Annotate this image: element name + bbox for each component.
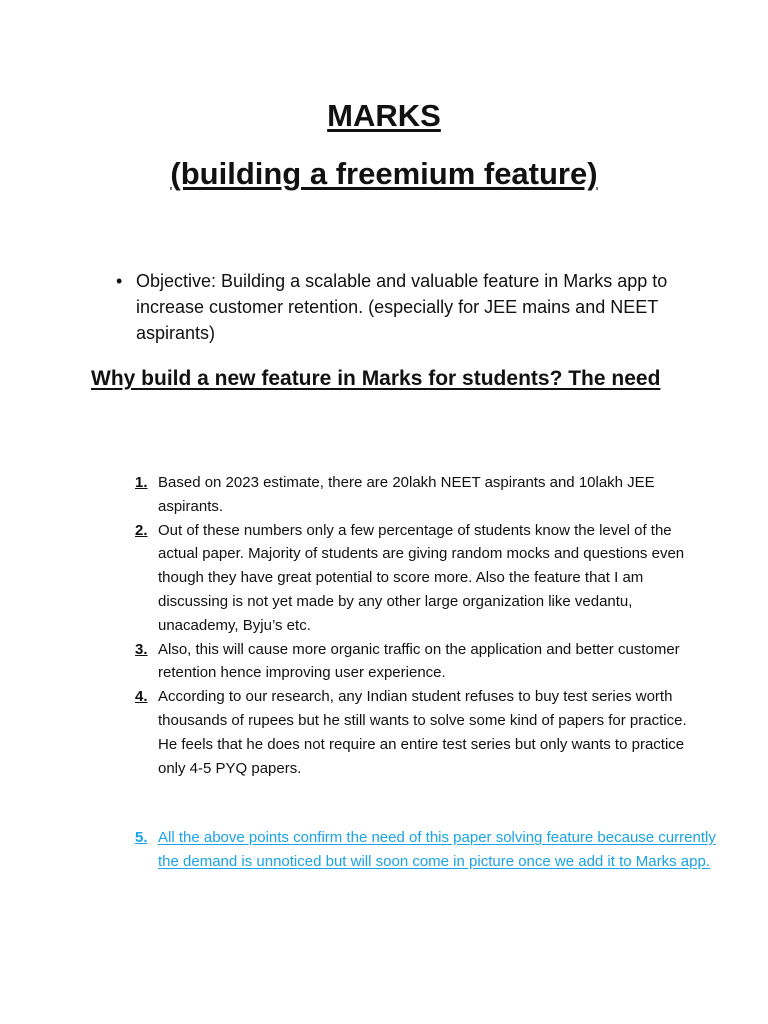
conclusion-link[interactable]	[135, 826, 718, 874]
list-number: 1.	[135, 474, 148, 491]
list-item-text: Based on 2023 estimate, there are 20lakh NEET aspirants and 10lakh JEE aspirants.	[158, 474, 655, 515]
reasons-list	[135, 471, 695, 780]
list-number: 4.	[135, 688, 148, 706]
list-number: 3.	[135, 640, 148, 658]
conclusion-text[interactable]: All the above points confirm the need of this paper solving feature because currently the demand is unnoticed but will soon come in picture once we add it to Marks app.	[158, 829, 716, 870]
list-item-text: Also, this will cause more organic traffic on the application and better customer retention hence improving user experience.	[158, 640, 680, 682]
list-item-1	[135, 471, 695, 519]
objective-text: Objective: Building a scalable and valuable feature in Marks app to increase customer retention. (especially for JEE mains and NEET aspirants)	[136, 271, 668, 343]
document-title: MARKS	[327, 98, 441, 133]
list-item-4	[135, 685, 695, 780]
bullet-icon: •	[116, 271, 123, 291]
list-item-text: Out of these numbers only a few percentage of students know the level of the actual paper. Majority of students are giving random mocks and questions even though they have great potential to score more. Also the feature that I am discussing is not yet made by any other large organization like vedantu, unacademy, Byju’s etc.	[158, 521, 685, 634]
list-number: 2.	[135, 521, 148, 539]
list-number: 5.	[135, 829, 148, 846]
list-item-3	[135, 638, 695, 686]
objective-bullet	[116, 268, 696, 346]
document-subtitle: (building a freemium feature)	[170, 156, 598, 191]
list-item-2	[135, 519, 695, 638]
section-heading: Why build a new feature in Marks for students? The need	[91, 367, 661, 390]
list-item-text: According to our research, any Indian student refuses to buy test series worth thousands of rupees but he still wants to solve some kind of papers for practice. He feels that he does not require an entire test series but only wants to practice only 4-5 PYQ papers.	[158, 688, 687, 777]
